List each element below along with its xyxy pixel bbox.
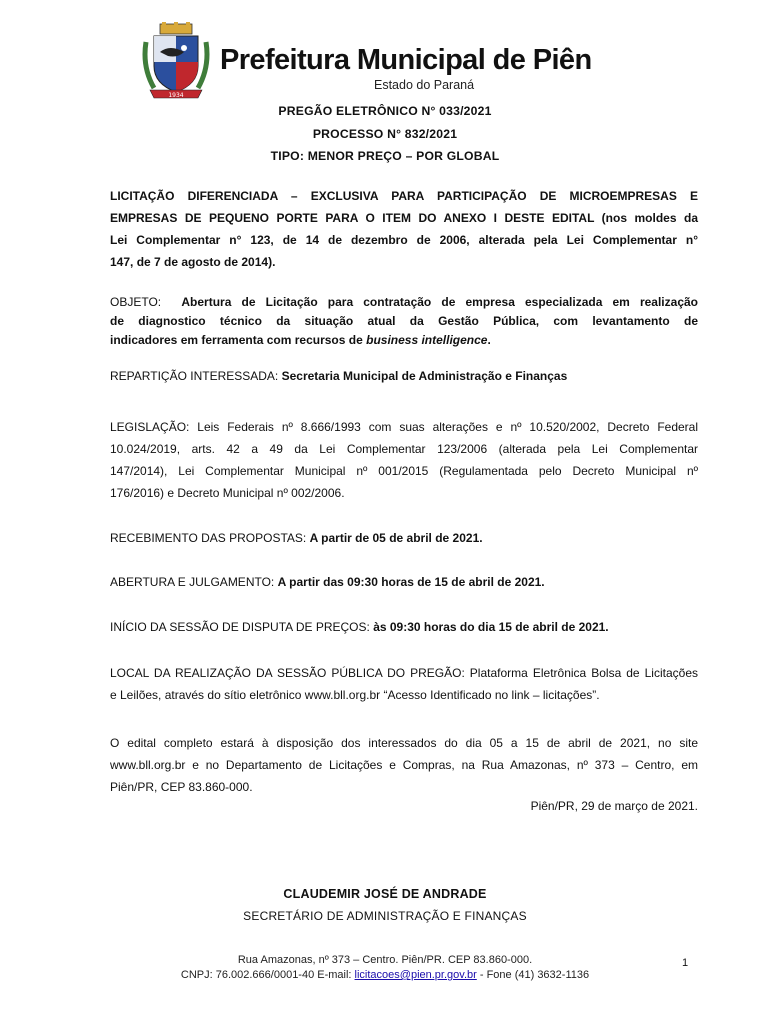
licitacao-line-1: LICITAÇÃO DIFERENCIADA – EXCLUSIVA PARA PARTICIPAÇÃO DE MICROEMPRESAS E bbox=[110, 189, 698, 203]
recebimento-paragraph bbox=[110, 527, 698, 549]
footer-address: Rua Amazonas, nº 373 – Centro. Piên/PR. CEP 83.860-000. bbox=[237, 954, 533, 966]
date-place: Piên/PR, 29 de março de 2021. bbox=[530, 799, 698, 813]
footer-cnpj: CNPJ: 76.002.666/0001-40 E-mail: bbox=[180, 969, 355, 981]
tipo-title: TIPO: MENOR PREÇO – POR GLOBAL bbox=[270, 149, 500, 163]
letterhead bbox=[130, 18, 650, 100]
objeto-line-3-prefix: indicadores em ferramenta com recursos de bbox=[110, 333, 367, 347]
edital-line-2: www.bll.org.br e no Departamento de Licitações e Compras, na Rua Amazonas, nº 373 – Centro, em bbox=[110, 758, 698, 772]
inicio-value: às 09:30 horas do dia 15 de abril de 2021. bbox=[373, 620, 609, 634]
licitacao-line-3: Lei Complementar n° 123, de 14 de dezembro de 2006, alterada pela Lei Complementar n° bbox=[110, 233, 698, 247]
organization-state: Estado do Paraná bbox=[374, 78, 475, 92]
legislacao-line-4: 176/2016) e Decreto Municipal nº 002/2006. bbox=[110, 486, 345, 500]
objeto-line-3-suffix: . bbox=[487, 333, 491, 347]
reparticao-paragraph bbox=[110, 365, 698, 387]
recebimento-value: A partir de 05 de abril de 2021. bbox=[309, 531, 483, 545]
signatory-name: CLAUDEMIR JOSÉ DE ANDRADE bbox=[283, 887, 487, 901]
footer-email-link[interactable]: licitacoes@pien.pr.gov.br bbox=[354, 969, 477, 981]
reparticao-value: Secretaria Municipal de Administração e Finanças bbox=[281, 369, 568, 383]
legislacao-label: LEGISLAÇÃO: bbox=[110, 420, 190, 434]
local-paragraph bbox=[110, 662, 698, 706]
inicio-label: INÍCIO DA SESSÃO DE DISPUTA DE PREÇOS: bbox=[110, 620, 370, 634]
abertura-paragraph bbox=[110, 571, 698, 593]
local-line-1: LOCAL DA REALIZAÇÃO DA SESSÃO PÚBLICA DO PREGÃO: Plataforma Eletrônica Bolsa de Licitações bbox=[110, 666, 698, 680]
edital-line-3: Piên/PR, CEP 83.860-000. bbox=[110, 780, 253, 794]
licitacao-paragraph bbox=[110, 185, 698, 273]
abertura-value: A partir das 09:30 horas de 15 de abril de 2021. bbox=[277, 575, 545, 589]
signatory-role: SECRETÁRIO DE ADMINISTRAÇÃO E FINANÇAS bbox=[243, 909, 527, 923]
edital-paragraph bbox=[110, 732, 698, 798]
pregao-title: PREGÃO ELETRÔNICO N° 033/2021 bbox=[278, 104, 492, 118]
reparticao-label: REPARTIÇÃO INTERESSADA: bbox=[110, 369, 279, 383]
abertura-label: ABERTURA E JULGAMENTO: bbox=[110, 575, 275, 589]
local-line-2: e Leilões, através do sítio eletrônico www.bll.org.br “Acesso Identificado no link – licitações”. bbox=[110, 688, 600, 702]
legislacao-paragraph bbox=[110, 416, 698, 504]
licitacao-line-2: EMPRESAS DE PEQUENO PORTE PARA O ITEM DO ANEXO I DESTE EDITAL (nos moldes da bbox=[110, 211, 698, 225]
legislacao-line-1: Leis Federais nº 8.666/1993 com suas alterações e nº 10.520/2002, Decreto Federal bbox=[197, 420, 699, 434]
objeto-line-3-italic: business intelligence bbox=[366, 333, 488, 347]
footer-phone: - Fone (41) 3632-1136 bbox=[476, 969, 590, 981]
objeto-paragraph bbox=[110, 293, 698, 350]
recebimento-label: RECEBIMENTO DAS PROPOSTAS: bbox=[110, 531, 307, 545]
processo-title: PROCESSO N° 832/2021 bbox=[312, 127, 458, 141]
municipal-crest-icon bbox=[140, 22, 212, 100]
objeto-line-1: Abertura de Licitação para contratação de empresa especializada em realização bbox=[181, 295, 698, 309]
legislacao-line-2: 10.024/2019, arts. 42 a 49 da Lei Complementar 123/2006 (alterada pela Lei Complementar bbox=[110, 442, 698, 456]
footer-contact bbox=[0, 968, 770, 983]
footer bbox=[0, 953, 770, 983]
legislacao-line-3: 147/2014), Lei Complementar Municipal nº 001/2015 (Regulamentada pelo Decreto Municipal nº bbox=[110, 464, 698, 478]
objeto-line-2: de diagnostico técnico da situação atual da Gestão Pública, com levantamento de bbox=[110, 314, 698, 328]
edital-line-1: O edital completo estará à disposição dos interessados do dia 05 a 15 de abril de 2021, no site bbox=[110, 736, 698, 750]
organization-name: Prefeitura Municipal de Piên bbox=[220, 44, 592, 76]
page-number: 1 bbox=[682, 957, 689, 969]
crest-banner-text: 1934 bbox=[168, 92, 184, 99]
objeto-label: OBJETO: bbox=[110, 295, 162, 309]
licitacao-line-4: 147, de 7 de agosto de 2014). bbox=[110, 255, 276, 269]
inicio-paragraph bbox=[110, 616, 698, 638]
